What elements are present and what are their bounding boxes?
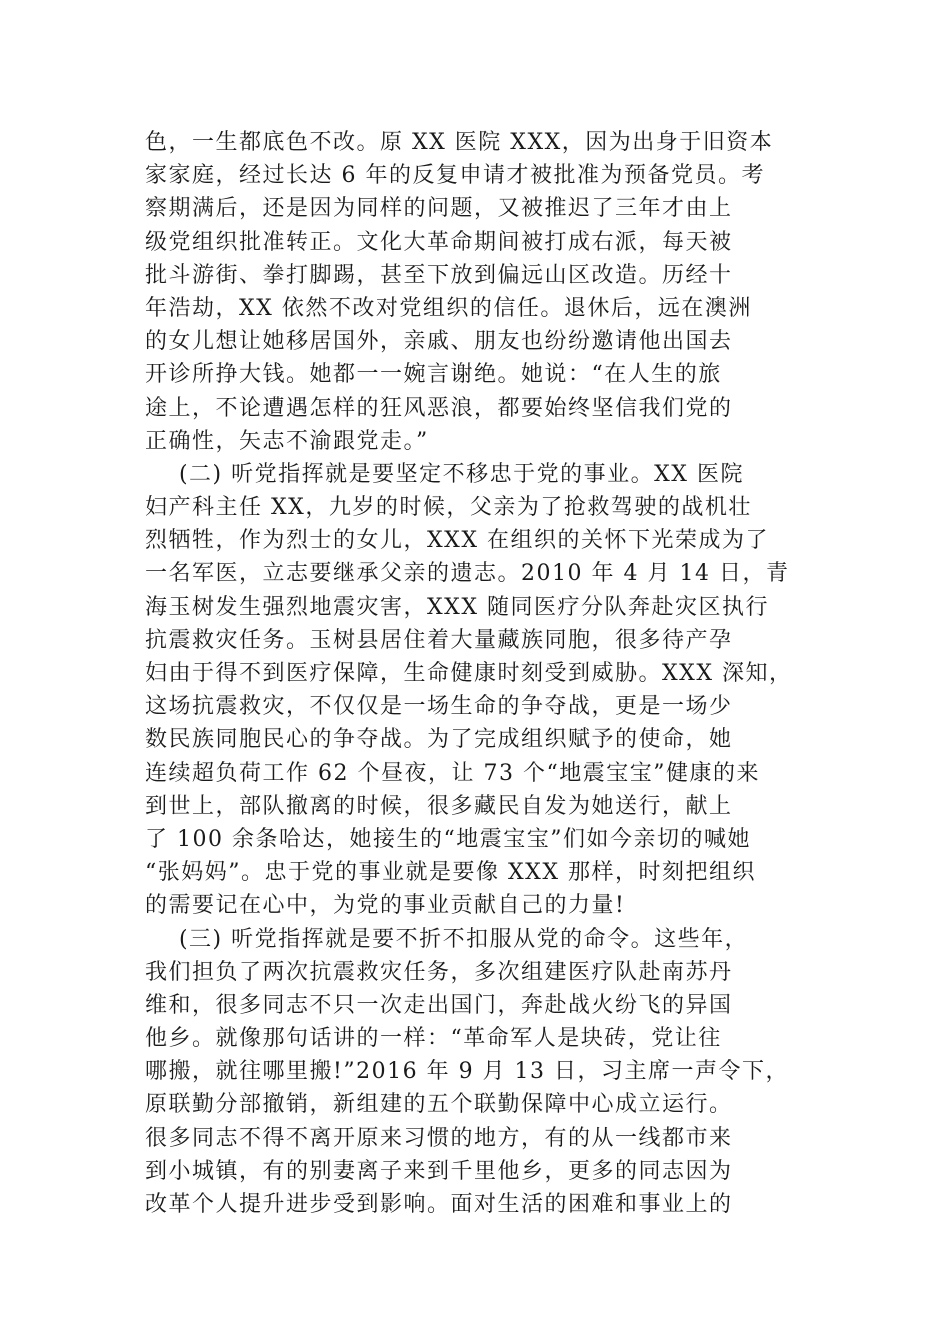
text-line: 维和，很多同志不只一次走出国门，奔赴战火纷飞的异国: [145, 992, 733, 1018]
text-line: 我们担负了两次抗震救灾任务，多次组建医疗队赴南苏丹: [145, 959, 733, 985]
text-line: 哪搬，就往哪里搬!”2016 年 9 月 13 日，习主席一声令下，: [145, 1059, 790, 1085]
text-line: 连续超负荷工作 62 个昼夜，让 73 个“地震宝宝”健康的来: [145, 760, 760, 786]
text-line: 原联勤分部撤销，新组建的五个联勤保障中心成立运行。: [145, 1092, 733, 1118]
text-line: 很多同志不得不离开原来习惯的地方，有的从一线都市来: [145, 1125, 733, 1151]
text-line: 妇产科主任 XX，九岁的时候，父亲为了抢救驾驶的战机壮: [145, 495, 752, 521]
text-line: 数民族同胞民心的争夺战。为了完成组织赋予的使命，她: [145, 727, 733, 753]
text-line: 途上，不论遭遇怎样的狂风恶浪，都要始终坚信我们党的: [145, 395, 733, 421]
text-line: 的女儿想让她移居国外，亲戚、朋友也纷纷邀请他出国去: [145, 329, 733, 355]
text-line: 烈牺牲，作为烈士的女儿，XXX 在组织的关怀下光荣成为了: [145, 528, 769, 554]
text-line: 批斗游街、拳打脚踢，甚至下放到偏远山区改造。历经十: [145, 262, 733, 288]
text-line: 察期满后，还是因为同样的问题，又被推迟了三年才由上: [145, 196, 733, 222]
text-line: 他乡。就像那句话讲的一样：“革命军人是块砖，党让往: [145, 1026, 722, 1052]
text-line: 了 100 余条哈达，她接生的“地震宝宝”们如今亲切的喊她: [145, 826, 751, 852]
section-heading-line: (二) 听党指挥就是要坚定不移忠于党的事业。XX 医院: [145, 461, 744, 487]
text-line: 妇由于得不到医疗保障，生命健康时刻受到威胁。XXX 深知，: [145, 661, 793, 686]
text-line: 正确性，矢志不渝跟党走。”: [145, 428, 429, 454]
text-line: 色，一生都底色不改。原 XX 医院 XXX，因为出身于旧资本: [145, 130, 774, 155]
text-line: 年浩劫，XX 依然不改对党组织的信任。退休后，远在澳洲: [145, 295, 752, 321]
text-line: 海玉树发生强烈地震灾害，XXX 随同医疗分队奔赴灾区执行: [145, 594, 769, 620]
section-heading-line: (三) 听党指挥就是要不折不扣服从党的命令。这些年，: [145, 926, 749, 952]
text-line: 到小城镇，有的别妻离子来到千里他乡，更多的同志因为: [145, 1158, 733, 1184]
text-line: 改革个人提升进步受到影响。面对生活的困难和事业上的: [145, 1192, 733, 1217]
body-text: [145, 126, 805, 1221]
text-line: 开诊所挣大钱。她都一一婉言谢绝。她说：“在人生的旅: [145, 362, 722, 388]
text-line: 的需要记在心中，为党的事业贡献自己的力量!: [145, 893, 626, 919]
text-line: 到世上，部队撤离的时候，很多藏民自发为她送行，献上: [145, 793, 733, 819]
text-line: 级党组织批准转正。文化大革命期间被打成右派，每天被: [145, 229, 733, 255]
text-line: 这场抗震救灾，不仅仅是一场生命的争夺战，更是一场少: [145, 694, 733, 720]
text-line: “张妈妈”。忠于党的事业就是要像 XXX 那样，时刻把组织: [145, 860, 756, 886]
text-line: 抗震救灾任务。玉树县居住着大量藏族同胞，很多待产孕: [145, 627, 733, 653]
text-line: 一名军医，立志要继承父亲的遗志。2010 年 4 月 14 日，青: [145, 561, 790, 587]
text-line: 家家庭，经过长达 6 年的反复申请才被批准为预备党员。考: [145, 163, 765, 189]
